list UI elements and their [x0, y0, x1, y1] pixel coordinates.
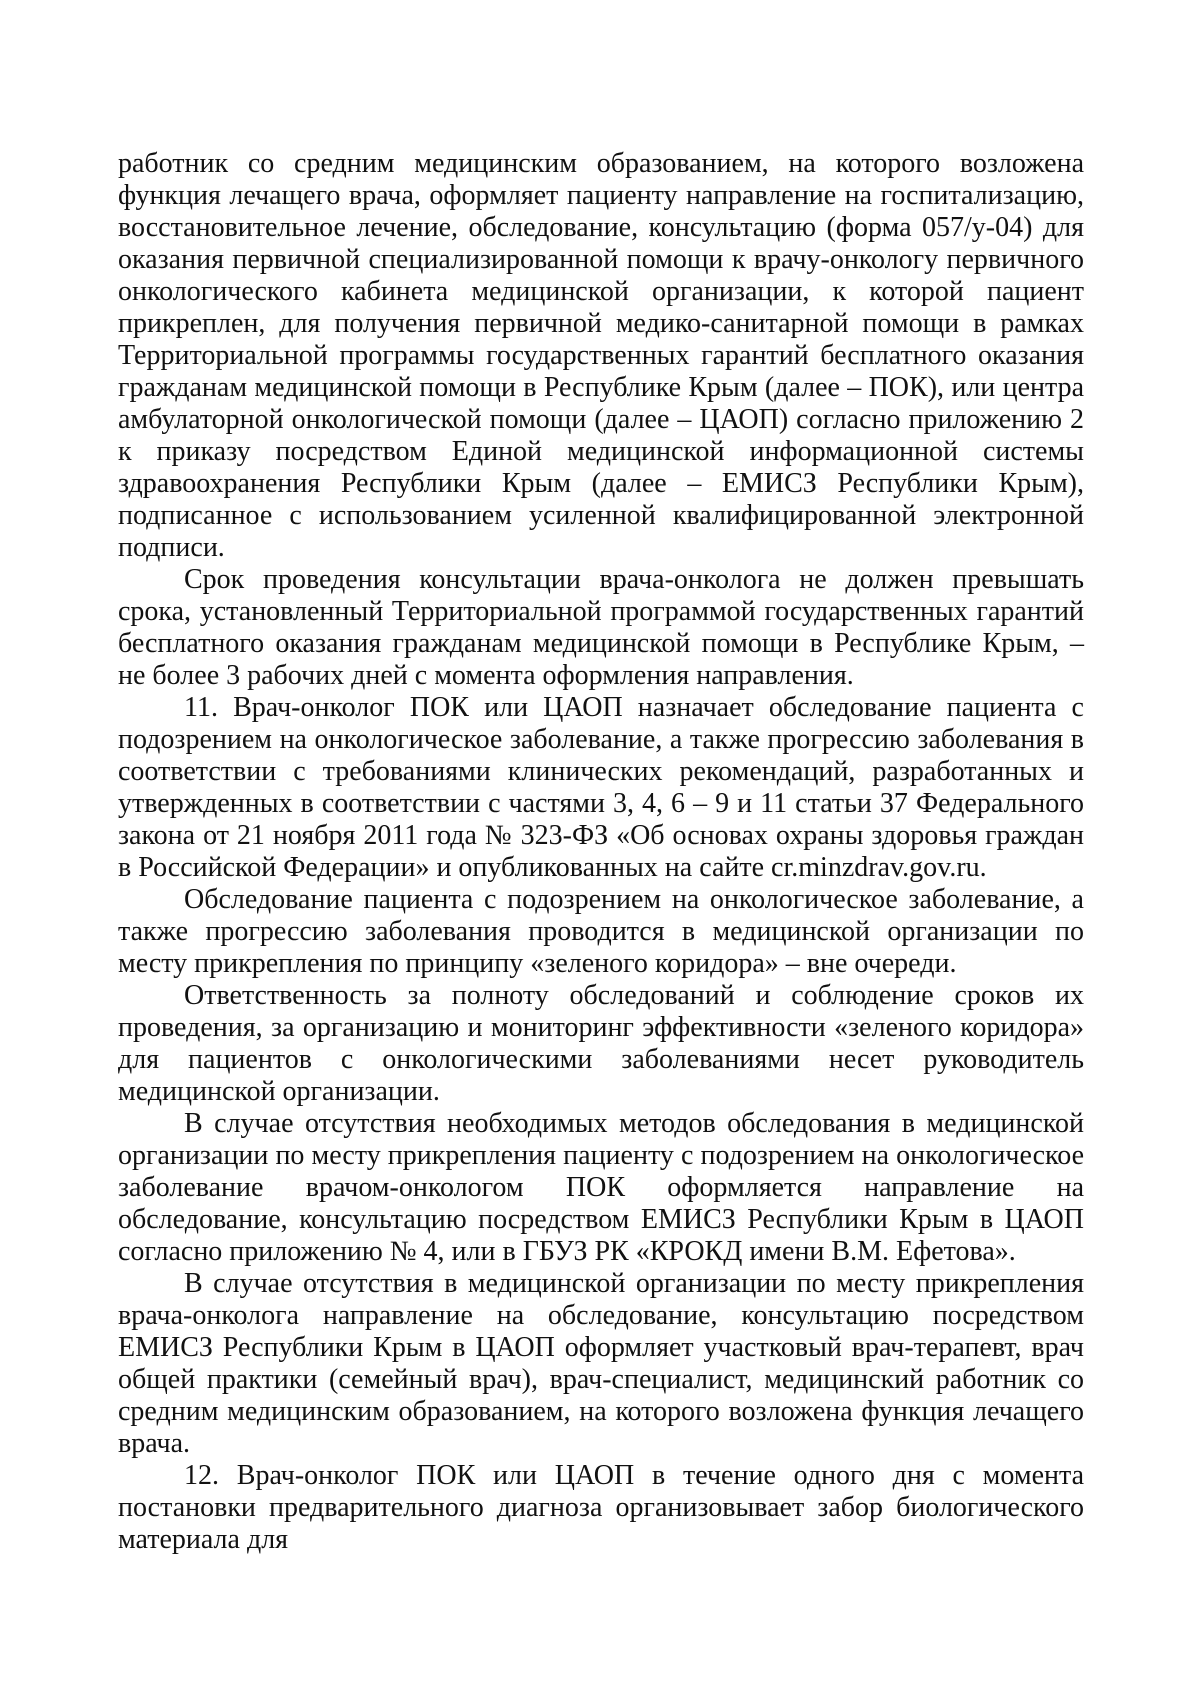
paragraph-responsibility: Ответственность за полноту обследований и соблюдение сроков их проведения, за организацию и мониторинг эффективности «зеленого коридора» для пациентов с онкологическими заболеваниями несет руководитель медицинской организации.	[118, 980, 1084, 1107]
paragraph-consultation-term: Срок проведения консультации врача-онколога не должен превышать срока, установленный Территориальной программой государственных гарантий бесплатного оказания гражданам медицинской помощи в Республике Крым, – не более 3 рабочих дней с момента оформления направления.	[118, 564, 1084, 691]
paragraph-item-12: 12. Врач-онколог ПОК или ЦАОП в течение одного дня с момента постановки предварительного диагноза организовывает забор биологического материала для	[118, 1460, 1084, 1555]
paragraph-item-11: 11. Врач-онколог ПОК или ЦАОП назначает обследование пациента с подозрением на онкологическое заболевание, а также прогрессию заболевания в соответствии с требованиями клинических рекомендаций, разработанных и утвержденных в соответствии с частями 3, 4, 6 – 9 и 11 статьи 37 Федерального закона от 21 ноября 2011 года № 323-ФЗ «Об основах охраны здоровья граждан в Российской Федерации» и опубликованных на сайте cr.minzdrav.gov.ru.	[118, 692, 1084, 883]
paragraph-missing-methods: В случае отсутствия необходимых методов обследования в медицинской организации по месту прикрепления пациенту с подозрением на онкологическое заболевание врачом-онкологом ПОК оформляется направление на обследование, консультацию посредством ЕМИСЗ Республики Крым в ЦАОП согласно приложению № 4, или в ГБУЗ РК «КРОКД имени В.М. Ефетова».	[118, 1108, 1084, 1267]
paragraph-missing-oncologist: В случае отсутствия в медицинской организации по месту прикрепления врача-онколога направление на обследование, консультацию посредством ЕМИСЗ Республики Крым в ЦАОП оформляет участковый врач-терапевт, врач общей практики (семейный врач), врач-специалист, медицинский работник со средним медицинским образованием, на которого возложена функция лечащего врача.	[118, 1268, 1084, 1459]
paragraph-green-corridor: Обследование пациента с подозрением на онкологическое заболевание, а также прогрессию заболевания проводится в медицинской организации по месту прикрепления по принципу «зеленого коридора» – вне очереди.	[118, 884, 1084, 979]
document-body	[118, 148, 1084, 1556]
paragraph-continuation: работник со средним медицинским образованием, на которого возложена функция лечащего врача, оформляет пациенту направление на госпитализацию, восстановительное лечение, обследование, консультацию (форма 057/у-04) для оказания первичной специализированной помощи к врачу-онкологу первичного онкологического кабинета медицинской организации, к которой пациент прикреплен, для получения первичной медико-санитарной помощи в рамках Территориальной программы государственных гарантий бесплатного оказания гражданам медицинской помощи в Республике Крым (далее – ПОК), или центра амбулаторной онкологической помощи (далее – ЦАОП) согласно приложению 2 к приказу посредством Единой медицинской информационной системы здравоохранения Республики Крым (далее – ЕМИСЗ Республики Крым), подписанное с использованием усиленной квалифицированной электронной подписи.	[118, 148, 1084, 563]
